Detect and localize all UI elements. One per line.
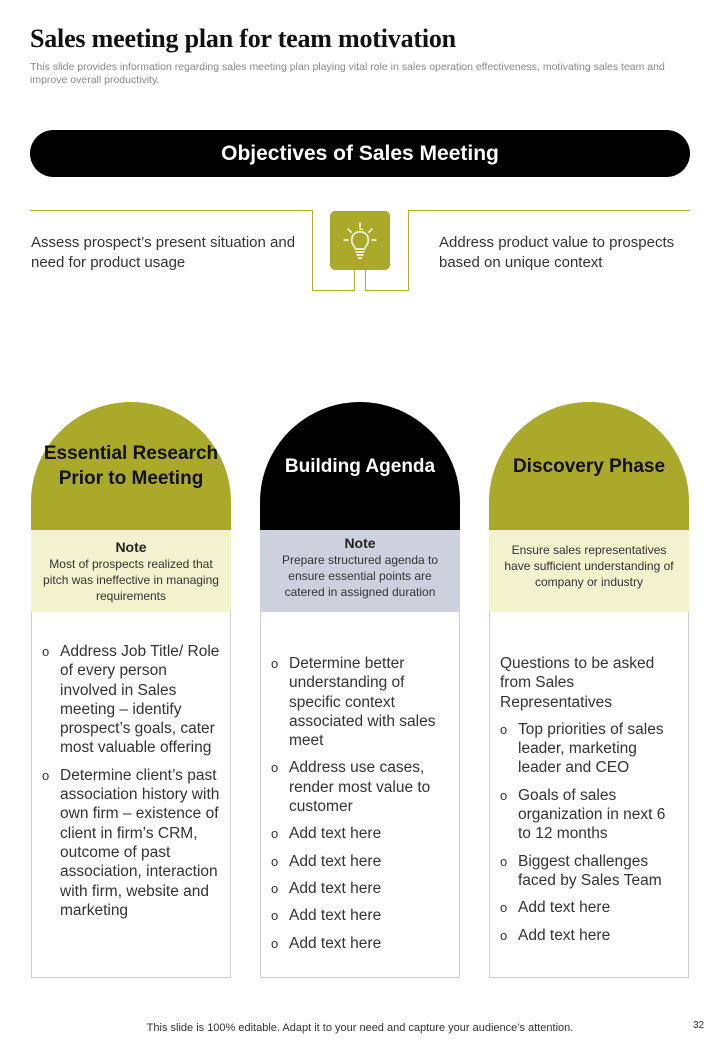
column-note: [489, 530, 689, 612]
connector-left-bottom: [312, 290, 355, 291]
list-item: o Biggest challenges faced by Sales Team: [500, 852, 678, 891]
note-text: Prepare structured agenda to ensure essential points are catered in assigned duration: [281, 553, 439, 599]
list-item: o Add text here: [271, 852, 449, 871]
column-body: [31, 612, 231, 978]
questions-intro: Questions to be asked from Sales Representatives: [500, 655, 655, 711]
list-item: o Add text here: [500, 898, 678, 917]
objectives-heading: Objectives of Sales Meeting: [221, 141, 499, 165]
list-item: o Determine better understanding of specific context associated with sales meet: [271, 654, 449, 750]
column-essential-research: [31, 402, 231, 978]
column-body: [489, 612, 689, 978]
connector-right-bottom: [365, 290, 409, 291]
slide-subtitle: This slide provides information regarding sales meeting plan playing vital role in sales operation effectiveness, motivating sales team and improve overall productivity.: [30, 61, 665, 86]
column-header: Discovery Phase: [489, 402, 689, 530]
lightbulb-badge: [330, 211, 390, 270]
list-item: o Add text here: [271, 879, 449, 898]
list-item: o Address Job Title/ Role of every person involved in Sales meeting – identify prospect’s goals, cater most valuable offering: [42, 642, 220, 758]
connector-center-right: [365, 270, 366, 291]
footer-note: This slide is 100% editable. Adapt it to your need and capture your audience’s attention.: [146, 1022, 574, 1034]
list-item: o Add text here: [271, 824, 449, 843]
connector-right-vertical: [408, 210, 409, 290]
note-title: Note: [115, 539, 147, 555]
lightbulb-icon: [343, 221, 377, 261]
objective-left-text: Assess prospect’s present situation and need for product usage: [31, 234, 296, 271]
slide-title: Sales meeting plan for team motivation: [30, 24, 456, 53]
column-note: [260, 530, 460, 612]
note-title: Note: [344, 535, 376, 551]
list-item: o Add text here: [500, 926, 678, 945]
list-item: o Address use cases, render most value to customer: [271, 758, 449, 816]
divider-left: [30, 210, 312, 211]
column-discovery-phase: [489, 402, 689, 978]
note-text: Ensure sales representatives have sufficient understanding of company or industry: [504, 543, 674, 589]
list-item: o Determine client’s past association history with own firm – existence of client in firm’s CRM, outcome of past association, interaction with firm, website and marketing: [42, 766, 220, 920]
page-number: 32: [693, 1020, 705, 1031]
column-header: Building Agenda: [260, 402, 460, 530]
divider-right: [408, 210, 690, 211]
connector-center-left: [354, 270, 355, 291]
column-header: Essential Research Prior to Meeting: [31, 402, 231, 530]
column-note: [31, 530, 231, 612]
objectives-banner: [30, 130, 690, 177]
column-building-agenda: [260, 402, 460, 978]
connector-left-vertical: [312, 210, 313, 290]
list-item: o Add text here: [271, 934, 449, 953]
column-body: [260, 612, 460, 978]
list-item: o Top priorities of sales leader, marketing leader and CEO: [500, 720, 678, 778]
list-item: o Add text here: [271, 906, 449, 925]
list-item: o Goals of sales organization in next 6 to 12 months: [500, 786, 678, 844]
objective-right-text: Address product value to prospects based on unique context: [439, 234, 675, 271]
note-text: Most of prospects realized that pitch was ineffective in managing requirements: [43, 557, 219, 603]
